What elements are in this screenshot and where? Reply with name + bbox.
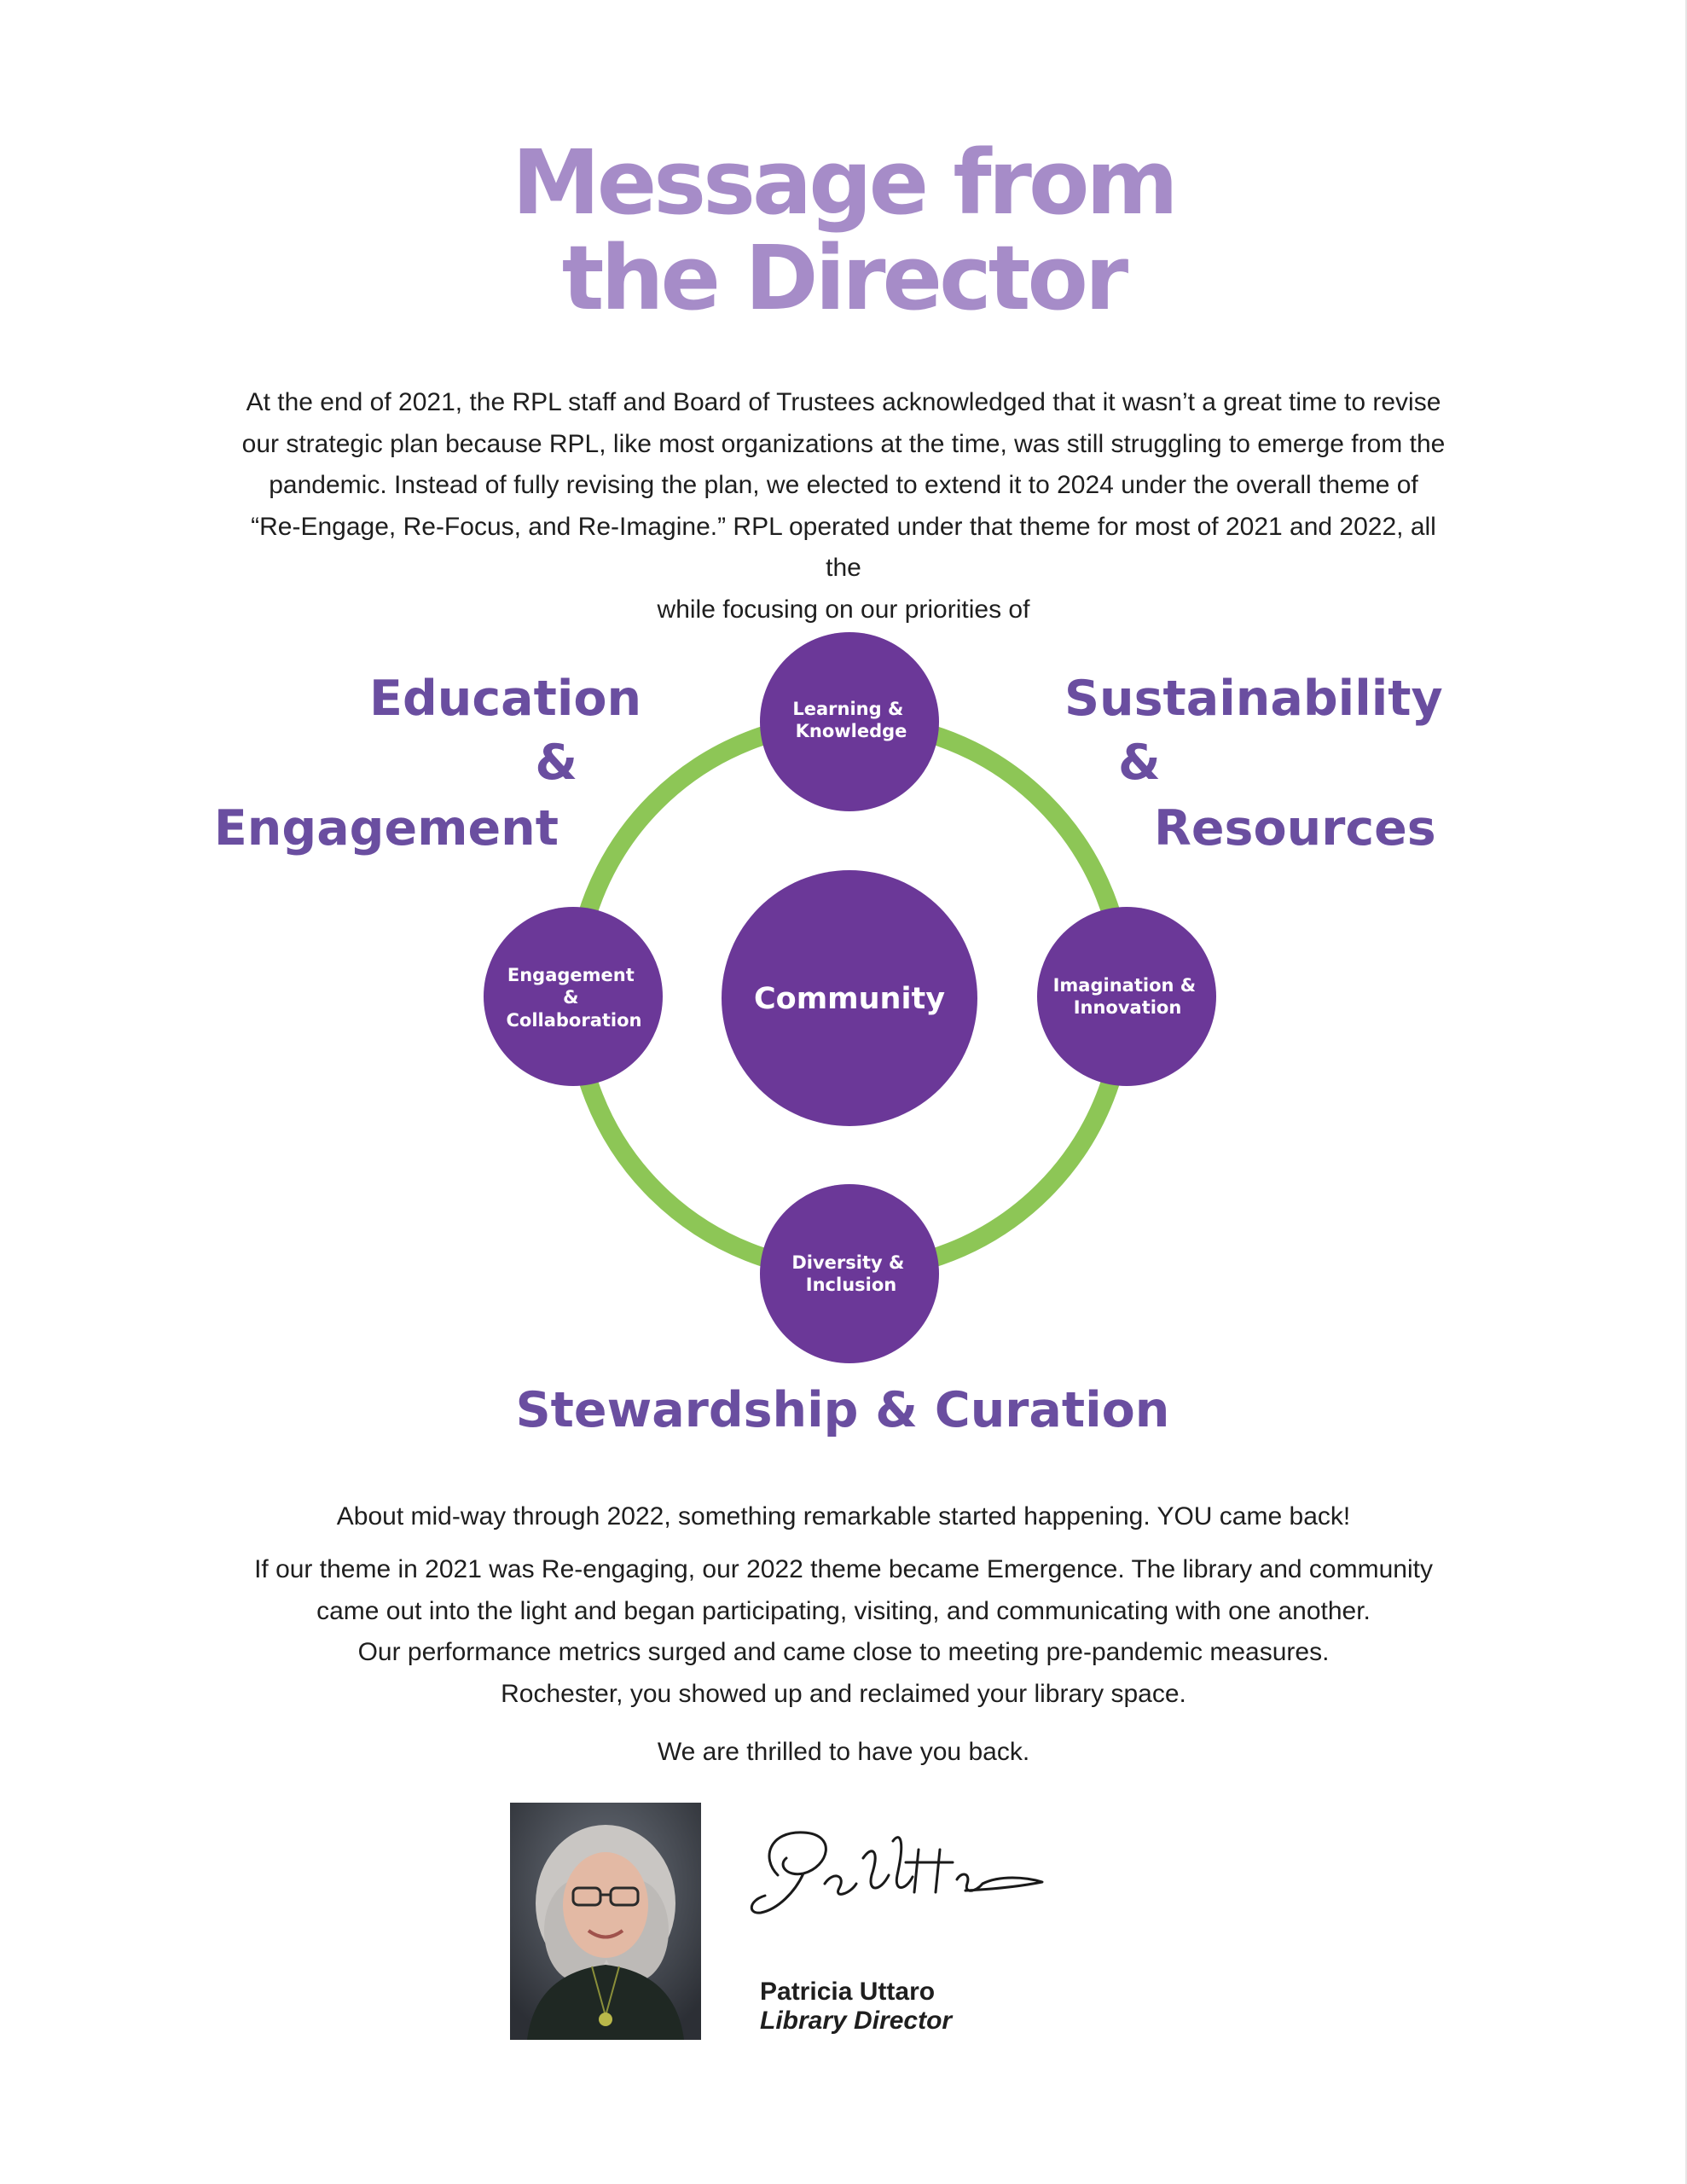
theme-line: If our theme in 2021 was Re-engaging, our 2022 theme became Emergence. The library and community bbox=[254, 1555, 1433, 1583]
node-label-line: & bbox=[563, 987, 579, 1008]
theme-line: Education bbox=[369, 671, 642, 727]
node-label-line: Innovation bbox=[1073, 997, 1182, 1018]
theme-stewardship-curation: Stewardship & Curation bbox=[515, 1382, 1170, 1438]
midway-paragraph: About mid-way through 2022, something remarkable started happening. YOU came back! bbox=[336, 1502, 1351, 1531]
node-label-line: Diversity & bbox=[791, 1252, 905, 1273]
node-label-line: Inclusion bbox=[805, 1275, 897, 1295]
intro-line: our strategic plan because RPL, like most organizations at the time, was still struggling to emerge from the bbox=[241, 429, 1446, 458]
theme-line: Resources bbox=[1154, 800, 1436, 857]
director-signature bbox=[744, 1824, 1068, 1925]
theme-line: Engagement bbox=[213, 800, 559, 857]
theme-education-engagement bbox=[214, 671, 658, 857]
intro-line: while focusing on our priorities of bbox=[657, 595, 1030, 624]
node-label-line: Knowledge bbox=[795, 721, 907, 741]
node-diversity-inclusion bbox=[760, 1184, 939, 1363]
node-imagination-innovation bbox=[1037, 907, 1216, 1086]
theme-line: & bbox=[1118, 735, 1161, 791]
theme-line: & bbox=[535, 735, 578, 791]
node-label-community: Community bbox=[753, 982, 946, 1016]
director-photo bbox=[510, 1803, 701, 2040]
theme-line: Sustainability bbox=[1064, 671, 1443, 727]
theme-line: Our performance metrics surged and came close to meeting pre-pandemic measures. bbox=[357, 1638, 1330, 1666]
theme-line: Rochester, you showed up and reclaimed your library space. bbox=[501, 1679, 1186, 1708]
node-label-line: Imagination & bbox=[1052, 975, 1197, 996]
theme-line: came out into the light and began participating, visiting, and communicating with one another. bbox=[316, 1596, 1371, 1625]
thrilled-line: We are thrilled to have you back. bbox=[657, 1738, 1030, 1766]
intro-line: At the end of 2021, the RPL staff and Board of Trustees acknowledged that it wasn’t a great time to revise bbox=[246, 388, 1441, 416]
page-title-line2: the Director bbox=[561, 226, 1126, 330]
node-label-line: Learning & bbox=[792, 699, 904, 719]
theme-paragraph bbox=[230, 1549, 1457, 1715]
node-label-line: Collaboration bbox=[506, 1010, 642, 1031]
director-portrait-image bbox=[510, 1803, 701, 2040]
director-title: Library Director bbox=[760, 2007, 953, 2035]
node-label-line: Engagement bbox=[507, 965, 635, 985]
intro-line: “Re-Engage, Re-Focus, and Re-Imagine.” RPL operated under that theme for most of 2021 and 2022, all the bbox=[251, 512, 1436, 582]
director-name: Patricia Uttaro bbox=[760, 1978, 936, 2006]
theme-sustainability-resources bbox=[1064, 671, 1460, 857]
page-title-line1: Message from bbox=[512, 131, 1175, 235]
intro-line: pandemic. Instead of fully revising the plan, we elected to extend it to 2024 under the overall theme of bbox=[269, 471, 1418, 499]
